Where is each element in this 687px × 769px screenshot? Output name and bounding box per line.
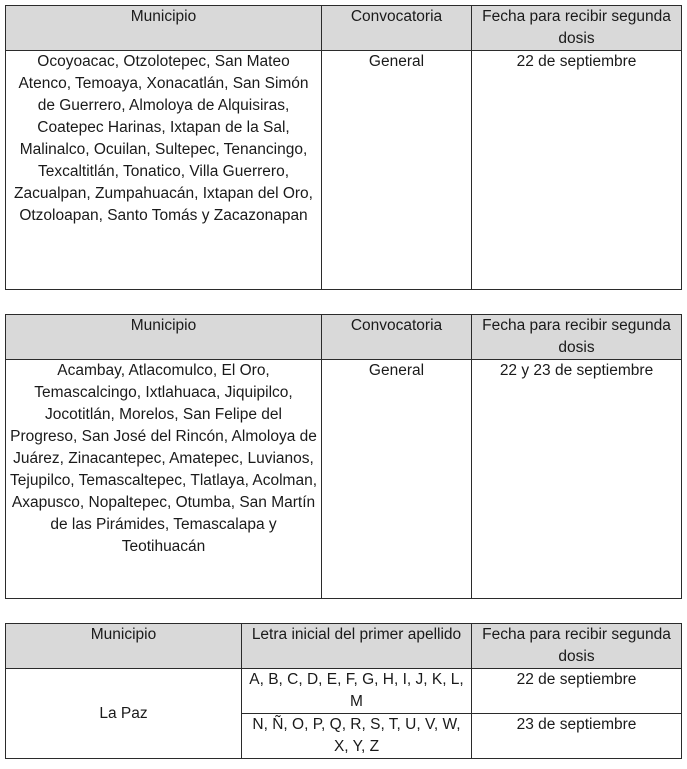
header-municipio: Municipio xyxy=(6,315,322,360)
header-fecha: Fecha para recibir segunda dosis xyxy=(472,6,682,51)
convocatoria-cell: General xyxy=(322,360,472,599)
header-letra-inicial: Letra inicial del primer apellido xyxy=(242,624,472,669)
vaccination-table-3 xyxy=(5,623,682,759)
header-fecha: Fecha para recibir segunda dosis xyxy=(472,315,682,360)
header-municipio: Municipio xyxy=(6,6,322,51)
municipios-cell: Acambay, Atlacomulco, El Oro, Temascalcingo, Ixtlahuaca, Jiquipilco, Jocotitlán, Morelos, San Felipe del Progreso, San José del Rincón, Almoloya de Juárez, Zinacantepec, Amatepec, Luvianos, Tejupilco, Temascaltepec, Tlatlaya, Acolman, Axapusco, Nopaltepec, Otumba, San Martín de las Pirámides, Temascalapa y Teotihuacán xyxy=(6,360,322,599)
table-header-row xyxy=(6,624,682,669)
header-municipio: Municipio xyxy=(6,624,242,669)
municipio-cell: La Paz xyxy=(6,669,242,759)
letras-cell: A, B, C, D, E, F, G, H, I, J, K, L, M xyxy=(242,669,472,714)
fecha-cell: 23 de septiembre xyxy=(472,714,682,759)
header-fecha: Fecha para recibir segunda dosis xyxy=(472,624,682,669)
vaccination-table-2 xyxy=(5,314,682,599)
fecha-cell: 22 y 23 de septiembre xyxy=(472,360,682,599)
fecha-cell: 22 de septiembre xyxy=(472,669,682,714)
table-header-row xyxy=(6,6,682,51)
convocatoria-cell: General xyxy=(322,51,472,290)
letras-cell: N, Ñ, O, P, Q, R, S, T, U, V, W, X, Y, Z xyxy=(242,714,472,759)
fecha-cell: 22 de septiembre xyxy=(472,51,682,290)
header-convocatoria: Convocatoria xyxy=(322,6,472,51)
header-convocatoria: Convocatoria xyxy=(322,315,472,360)
table-header-row xyxy=(6,315,682,360)
table-row xyxy=(6,669,682,714)
vaccination-table-1 xyxy=(5,5,682,290)
municipios-cell: Ocoyoacac, Otzolotepec, San Mateo Atenco, Temoaya, Xonacatlán, San Simón de Guerrero, Almoloya de Alquisiras, Coatepec Harinas, Ixtapan de la Sal, Malinalco, Ocuilan, Sultepec, Tenancingo, Texcaltitlán, Tonatico, Villa Guerrero, Zacualpan, Zumpahuacán, Ixtapan del Oro, Otzoloapan, Santo Tomás y Zacazonapan xyxy=(6,51,322,290)
table-row xyxy=(6,360,682,599)
table-row xyxy=(6,51,682,290)
